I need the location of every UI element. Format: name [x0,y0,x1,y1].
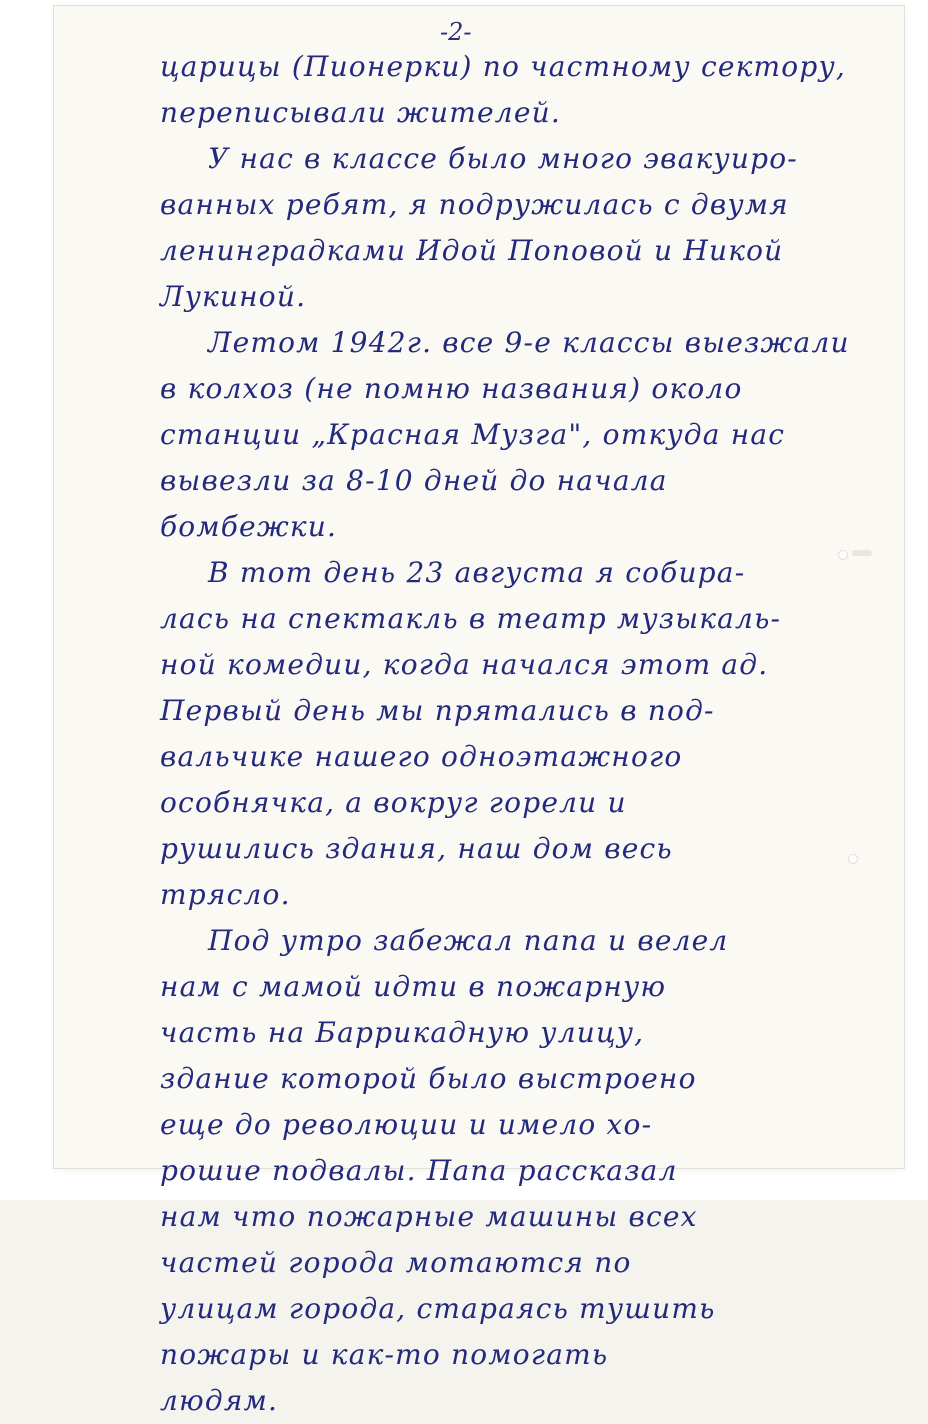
handwritten-line: У нас в классе было много эвакуиро- [208,142,798,175]
handwritten-line: вывезли за 8-10 дней до начала [160,464,668,497]
page-number: -2- [440,18,472,46]
handwritten-line: ной комедии, когда начался этот ад. [160,648,769,681]
handwritten-line: рушились здания, наш дом весь [160,832,673,865]
handwritten-line: Первый день мы прятались в под- [160,694,715,727]
handwritten-line: В тот день 23 августа я собира- [208,556,746,589]
handwritten-line: нам с мамой идти в пожарную [160,970,667,1003]
handwritten-line: часть на Баррикадную улицу, [160,1016,645,1049]
handwritten-line: еще до революции и имело хо- [160,1108,653,1141]
handwritten-line: нам что пожарные машины всех [160,1200,698,1233]
handwritten-line: царицы (Пионерки) по частному сектору, [160,50,847,83]
handwritten-line: лась на спектакль в театр музыкаль- [160,602,782,635]
handwritten-line: станции „Красная Музга", откуда нас [160,418,786,451]
handwritten-line: особнячка, а вокруг горели и [160,786,627,819]
handwritten-line: вальчике нашего одноэтажного [160,740,683,773]
handwritten-line: бомбежки. [160,510,338,543]
handwritten-line: переписывали жителей. [160,96,561,129]
handwritten-line: ленинградками Идой Поповой и Никой [160,234,784,267]
handwritten-line: трясло. [160,878,291,911]
handwritten-line: частей города мотаются по [160,1246,632,1279]
handwritten-line: людям. [160,1384,279,1417]
handwritten-line: Лукиной. [160,280,307,313]
handwritten-line: здание которой было выстроено [160,1062,697,1095]
handwritten-line: в колхоз (не помню названия) около [160,372,743,405]
handwritten-line: Под утро забежал папа и велел [208,924,729,957]
handwritten-line: пожары и как-то помогать [160,1338,609,1371]
handwritten-line: Летом 1942г. все 9-е классы выезжали [208,326,850,359]
handwritten-line: ванных ребят, я подружилась с двумя [160,188,789,221]
handwritten-text [160,44,860,1424]
handwritten-line: улицам города, стараясь тушить [160,1292,716,1325]
handwritten-line: рошие подвалы. Папа рассказал [160,1154,678,1187]
